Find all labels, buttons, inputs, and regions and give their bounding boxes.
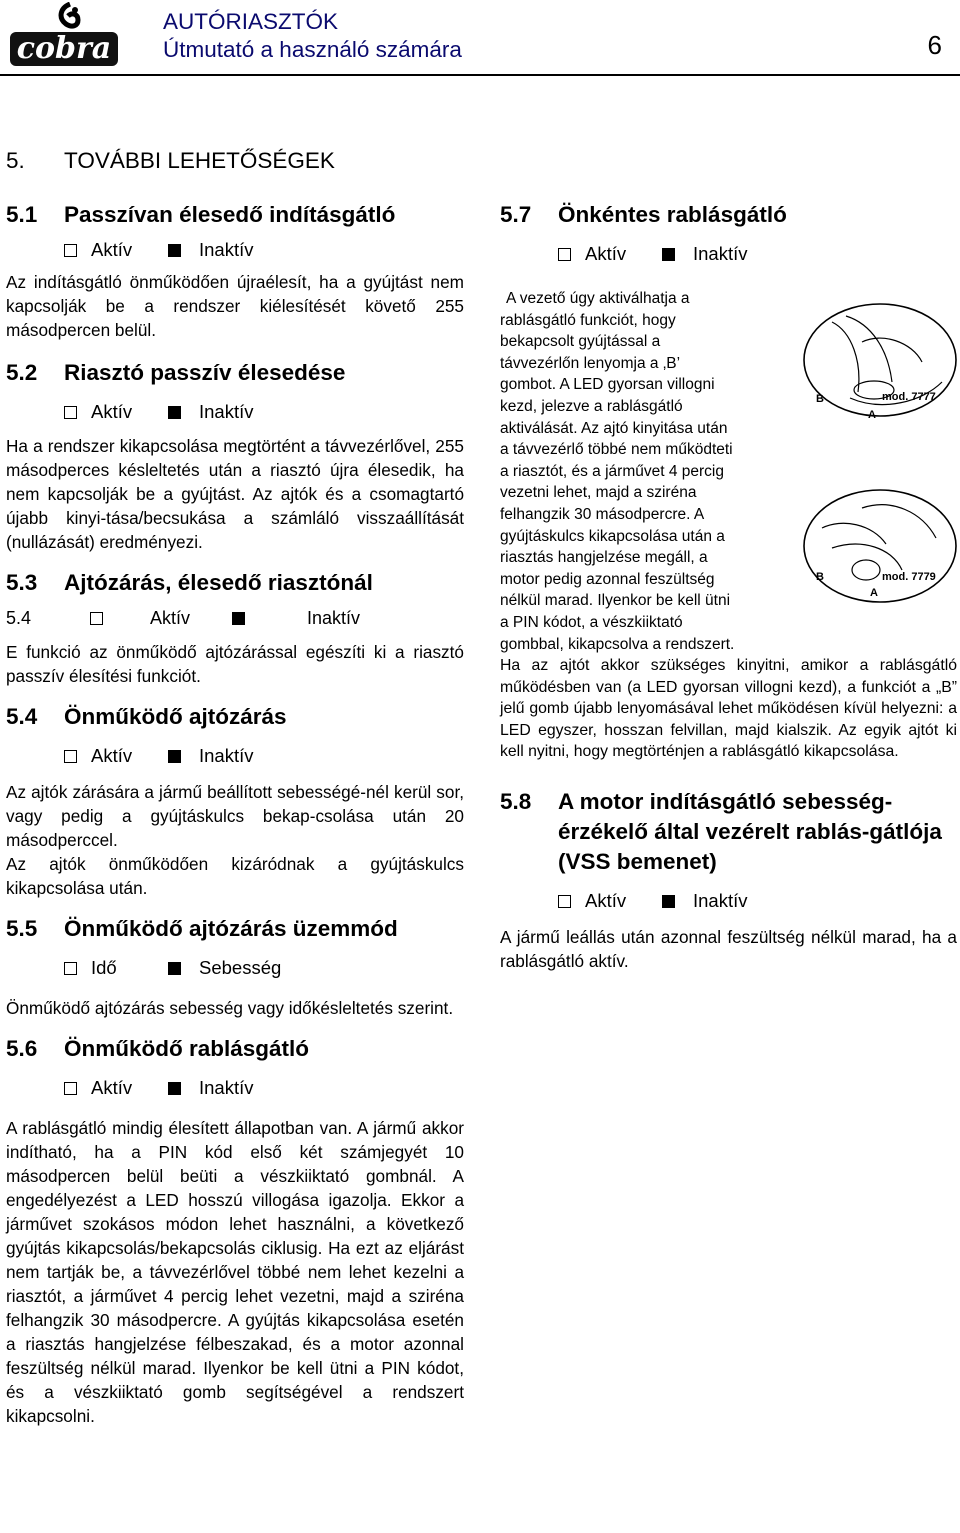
svg-text:mod. 7777: mod. 7777 xyxy=(882,391,936,403)
s51-text: Az indításgátló önműködően újraélesít, ha a gyújtást nem kapcsolják be a rendszer kiélesítését követő 255 másodpercen belül. xyxy=(6,272,464,340)
s57-line: aktiválását. Az ajtó kinyitása után xyxy=(500,419,728,437)
filled-square-icon xyxy=(662,895,675,908)
s56-text: A rablásgátló mindig élesített állapotban van. A jármű akkor indítható, ha a PIN kód első két számjegyét 10 másodpercen belül beüti a vészkiiktató gombnál. A engedélyezést a LED hosszú villogása igazolja. Ekkor a járművet szokásos módon lehet használni, a következő gyújtás kikapcsolás/bekapcsolás ciklusig. Ha ezt az eljárást nem tartják be, a távvezérlővel többé nem lehet kezelni a riasztót, a járművet 4 percig lehet vezetni, majd a sziréna felhangzik 30 másodpercre. A gyújtás kikapcsolása esetén a riasztás hangjelzése félbeszakad, és a motor azonnal feszültség nélkül marad. Ilyenkor be kell ütni a PIN kódot, és a vészkiiktató gomb segítségével a rendszert kikapcsolni. xyxy=(6,1118,464,1426)
s57-narrow-text xyxy=(500,288,800,655)
s58-options: Aktív Inaktív xyxy=(500,881,957,921)
s54-text-2: Az ajtók önműködően kizáródnak a gyújtáskulcs kikapcsolása után. xyxy=(6,854,464,898)
s57-line: távvezérlőn lenyomja a ‚B’ xyxy=(500,354,681,372)
section-5-2-heading: 5.2 Riasztó passzív élesedése xyxy=(6,360,346,385)
unchecked-box-icon xyxy=(558,895,571,908)
doc-subtitle: Útmutató a használó számára xyxy=(163,37,462,62)
header-rule xyxy=(0,74,960,76)
s54-options: Aktív Inaktív xyxy=(6,736,464,776)
filled-square-icon xyxy=(168,962,181,975)
remote-hand-illustration-1 xyxy=(802,302,958,418)
s57-line: A vezető úgy aktiválhatja a xyxy=(506,290,690,307)
doc-title: AUTÓRIASZTÓK xyxy=(163,9,339,34)
filled-square-icon xyxy=(168,1082,181,1095)
s54-text-1: Az ajtók zárására a jármű beállított sebességé-nél kerül sor, vagy pedig a gyújtáskulcs bekap-csolása után 20 másodperccel. xyxy=(6,782,464,850)
filled-square-icon xyxy=(232,612,245,625)
unchecked-box-icon xyxy=(64,406,77,419)
s54a-options: 5.4 Aktív Inaktív xyxy=(6,607,361,628)
section-5-8-heading: 5.8 A motor indításgátló sebesség-érzékelő által vezérelt rablás-gátlója (VSS bemenet) xyxy=(500,789,942,875)
unchecked-box-icon xyxy=(64,1082,77,1095)
s57-line: riasztás hangjelzése megáll, a xyxy=(500,549,708,567)
cobra-logo xyxy=(8,2,120,70)
s57-line: gombbal, kikapcsolva a rendszert. xyxy=(500,635,735,653)
s57-line: kezd, jelezve a rablásgátló xyxy=(500,397,683,415)
section-5-1-heading: 5.1 Passzívan élesedő indításgátló xyxy=(6,202,396,227)
filled-square-icon xyxy=(662,248,675,261)
s57-options: Aktív Inaktív xyxy=(500,234,957,274)
s55-text: Önműködő ajtózárás sebesség vagy időkésleltetés szerint. xyxy=(6,998,454,1018)
remote-hand-illustration-2 xyxy=(802,488,958,604)
s57-line: a riasztót, és a járművet 4 percig xyxy=(500,462,724,480)
section-5-3-heading: 5.3 Ajtózárás, élesedő riasztónál xyxy=(6,570,373,595)
s57-line: a távvezérlő többé nem működteti xyxy=(500,441,733,459)
s58-text: A jármű leállás után azonnal feszültség nélkül marad, ha a rablásgátló aktív. xyxy=(500,927,957,972)
s57-text-2: Ha az ajtót akkor szükséges kinyitni, amikor a rablásgátló működésben van (a LED gyorsan villogni kezd), a funkciót a „B” jelű gomb újabb lenyomásával lehet működésen kívül helyezni: a LED egyszer, hosszan felvillan, majd kialszik. Az egyik ajtót ki kell nyitni, hogy megtörténjen a rablásgátló kikapcsolása. xyxy=(500,657,957,761)
unchecked-box-icon xyxy=(90,612,103,625)
s57-line: gombot. A LED gyorsan villogni xyxy=(500,376,715,394)
section-5-5-heading: 5.5 Önműködő ajtózárás üzemmód xyxy=(6,916,398,941)
s57-line: motor pedig azonnal feszültség xyxy=(500,570,715,588)
section-5-4-heading: 5.4 Önműködő ajtózárás xyxy=(6,704,287,729)
unchecked-box-icon xyxy=(64,962,77,975)
s55-options: Idő Sebesség xyxy=(6,948,464,988)
s57-line: nélkül marad. Ilyenkor be kell ütni xyxy=(500,592,731,610)
svg-text:A: A xyxy=(868,409,876,418)
section-5-7-heading: 5.7 Önkéntes rablásgátló xyxy=(500,202,787,227)
page-number: 6 xyxy=(927,30,942,60)
filled-square-icon xyxy=(168,244,181,257)
svg-text:mod. 7779: mod. 7779 xyxy=(882,571,936,583)
s51-options: Aktív Inaktív xyxy=(6,230,464,270)
logo-text: cobra xyxy=(16,31,112,66)
left-column xyxy=(6,146,464,1428)
section-5-heading: 5. TOVÁBBI LEHETŐSÉGEK xyxy=(6,148,335,173)
s56-options: Aktív Inaktív xyxy=(6,1068,464,1108)
s57-line: felhangzik 30 másodpercre. A xyxy=(500,505,705,523)
svg-text:B: B xyxy=(816,393,824,405)
s57-line: a PIN kódot, a vészkiiktató xyxy=(500,613,683,631)
unchecked-box-icon xyxy=(64,244,77,257)
s57-line: bekapcsolt gyújtással a xyxy=(500,333,661,351)
s52-text: Ha a rendszer kikapcsolása megtörtént a távvezérlővel, 255 másodperces késleltetés után a riasztó újra élesedik, ha nem kapcsolják be a gyújtást. Az ajtók és a csomagtartó újabb kinyi-tása/becsukása a számláló visszaállítását (nullázását) eredményezi. xyxy=(6,436,464,552)
s57-line: rablásgátló funkciót, hogy xyxy=(500,311,676,329)
svg-text:B: B xyxy=(816,571,824,583)
s57-line: vezetni lehet, majd a sziréna xyxy=(500,484,697,502)
remote-figure-2 xyxy=(802,488,958,604)
remote-figure-1 xyxy=(802,302,958,418)
svg-text:A: A xyxy=(870,587,878,599)
page-header xyxy=(0,0,960,80)
filled-square-icon xyxy=(168,406,181,419)
unchecked-box-icon xyxy=(64,750,77,763)
s52-options: Aktív Inaktív xyxy=(6,392,464,432)
section-5-6-heading: 5.6 Önműködő rablásgátló xyxy=(6,1036,310,1061)
s57-line: gyújtáskulcs kikapcsolása után a xyxy=(500,527,725,545)
s54a-text: E funkció az önműködő ajtózárással egészíti ki a riasztó passzív élesítési funkciót. xyxy=(6,642,464,686)
filled-square-icon xyxy=(168,750,181,763)
unchecked-box-icon xyxy=(558,248,571,261)
